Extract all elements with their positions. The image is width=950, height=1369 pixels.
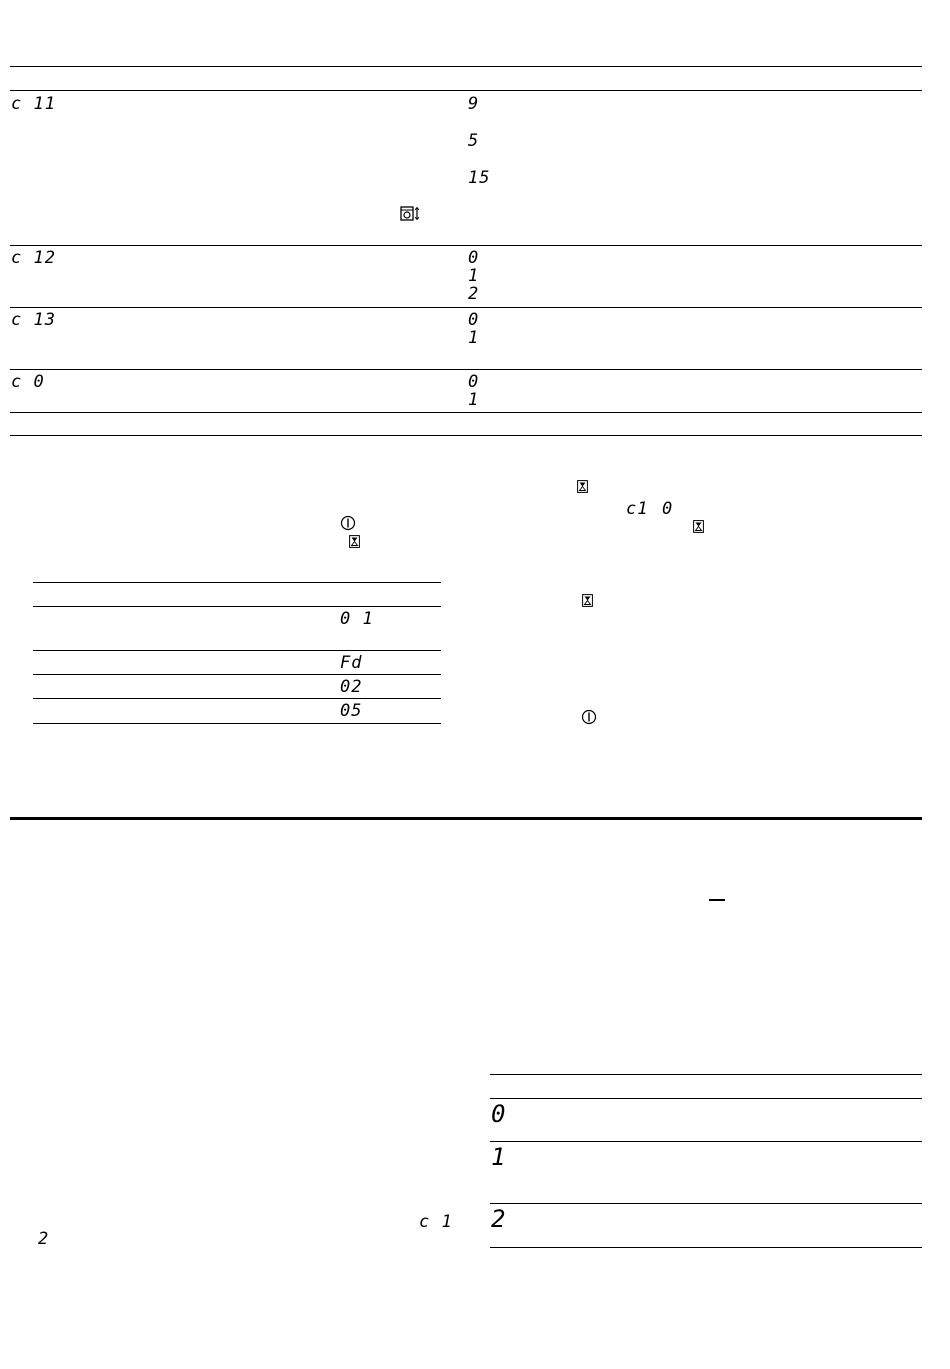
inline-setting-code: c1 bbox=[626, 499, 649, 519]
setting-value: 9 bbox=[468, 94, 480, 114]
setting-code: c 11 bbox=[11, 94, 56, 114]
power-icon bbox=[340, 515, 356, 531]
row-rule bbox=[490, 1203, 922, 1204]
row-rule bbox=[10, 412, 922, 413]
setting-code: c 0 bbox=[11, 372, 45, 392]
table-cell-value: 2 bbox=[491, 1205, 507, 1233]
table-header-rule bbox=[10, 90, 922, 91]
table-top-rule bbox=[490, 1074, 922, 1075]
row-rule bbox=[490, 1141, 922, 1142]
hourglass-icon bbox=[349, 535, 360, 548]
hourglass-icon bbox=[693, 520, 704, 533]
setting-value: 0 bbox=[468, 248, 480, 268]
table-header-rule bbox=[490, 1098, 922, 1099]
inline-setting-value: 2 bbox=[38, 1229, 50, 1249]
hourglass-icon bbox=[582, 594, 593, 607]
cookware-detect-icon bbox=[400, 206, 420, 221]
table-cell-value: 02 bbox=[340, 677, 363, 697]
table-top-rule bbox=[33, 582, 441, 583]
table-cell-value: 1 bbox=[491, 1143, 507, 1171]
inline-setting-value: 0 bbox=[662, 499, 674, 519]
hourglass-icon bbox=[577, 480, 588, 493]
row-rule bbox=[10, 307, 922, 308]
row-rule bbox=[10, 245, 922, 246]
table-top-rule bbox=[10, 66, 922, 67]
section-divider bbox=[10, 817, 922, 820]
setting-value: 15 bbox=[468, 168, 491, 188]
setting-value: 5 bbox=[468, 131, 480, 151]
table-bottom-rule bbox=[490, 1247, 922, 1248]
table-cell-value: 05 bbox=[340, 701, 363, 721]
setting-value: 1 bbox=[468, 390, 480, 410]
minus-sign-icon bbox=[709, 899, 725, 901]
power-icon bbox=[581, 709, 597, 725]
setting-value: 1 bbox=[468, 266, 480, 286]
row-rule bbox=[33, 698, 441, 699]
row-rule bbox=[33, 674, 441, 675]
row-rule bbox=[10, 369, 922, 370]
table-cell-value: 0 1 bbox=[340, 609, 374, 629]
setting-value: 1 bbox=[468, 328, 480, 348]
setting-value: 0 bbox=[468, 372, 480, 392]
inline-setting-code: c 1 bbox=[419, 1212, 453, 1232]
setting-code: c 13 bbox=[11, 310, 56, 330]
table-cell-value: 0 bbox=[491, 1100, 507, 1128]
table-bottom-rule bbox=[33, 723, 441, 724]
table-bottom-rule bbox=[10, 435, 922, 436]
table-cell-value: Fd bbox=[340, 653, 363, 673]
setting-value: 0 bbox=[468, 310, 480, 330]
row-rule bbox=[33, 650, 441, 651]
setting-code: c 12 bbox=[11, 248, 56, 268]
table-header-rule bbox=[33, 606, 441, 607]
setting-value: 2 bbox=[468, 284, 480, 304]
